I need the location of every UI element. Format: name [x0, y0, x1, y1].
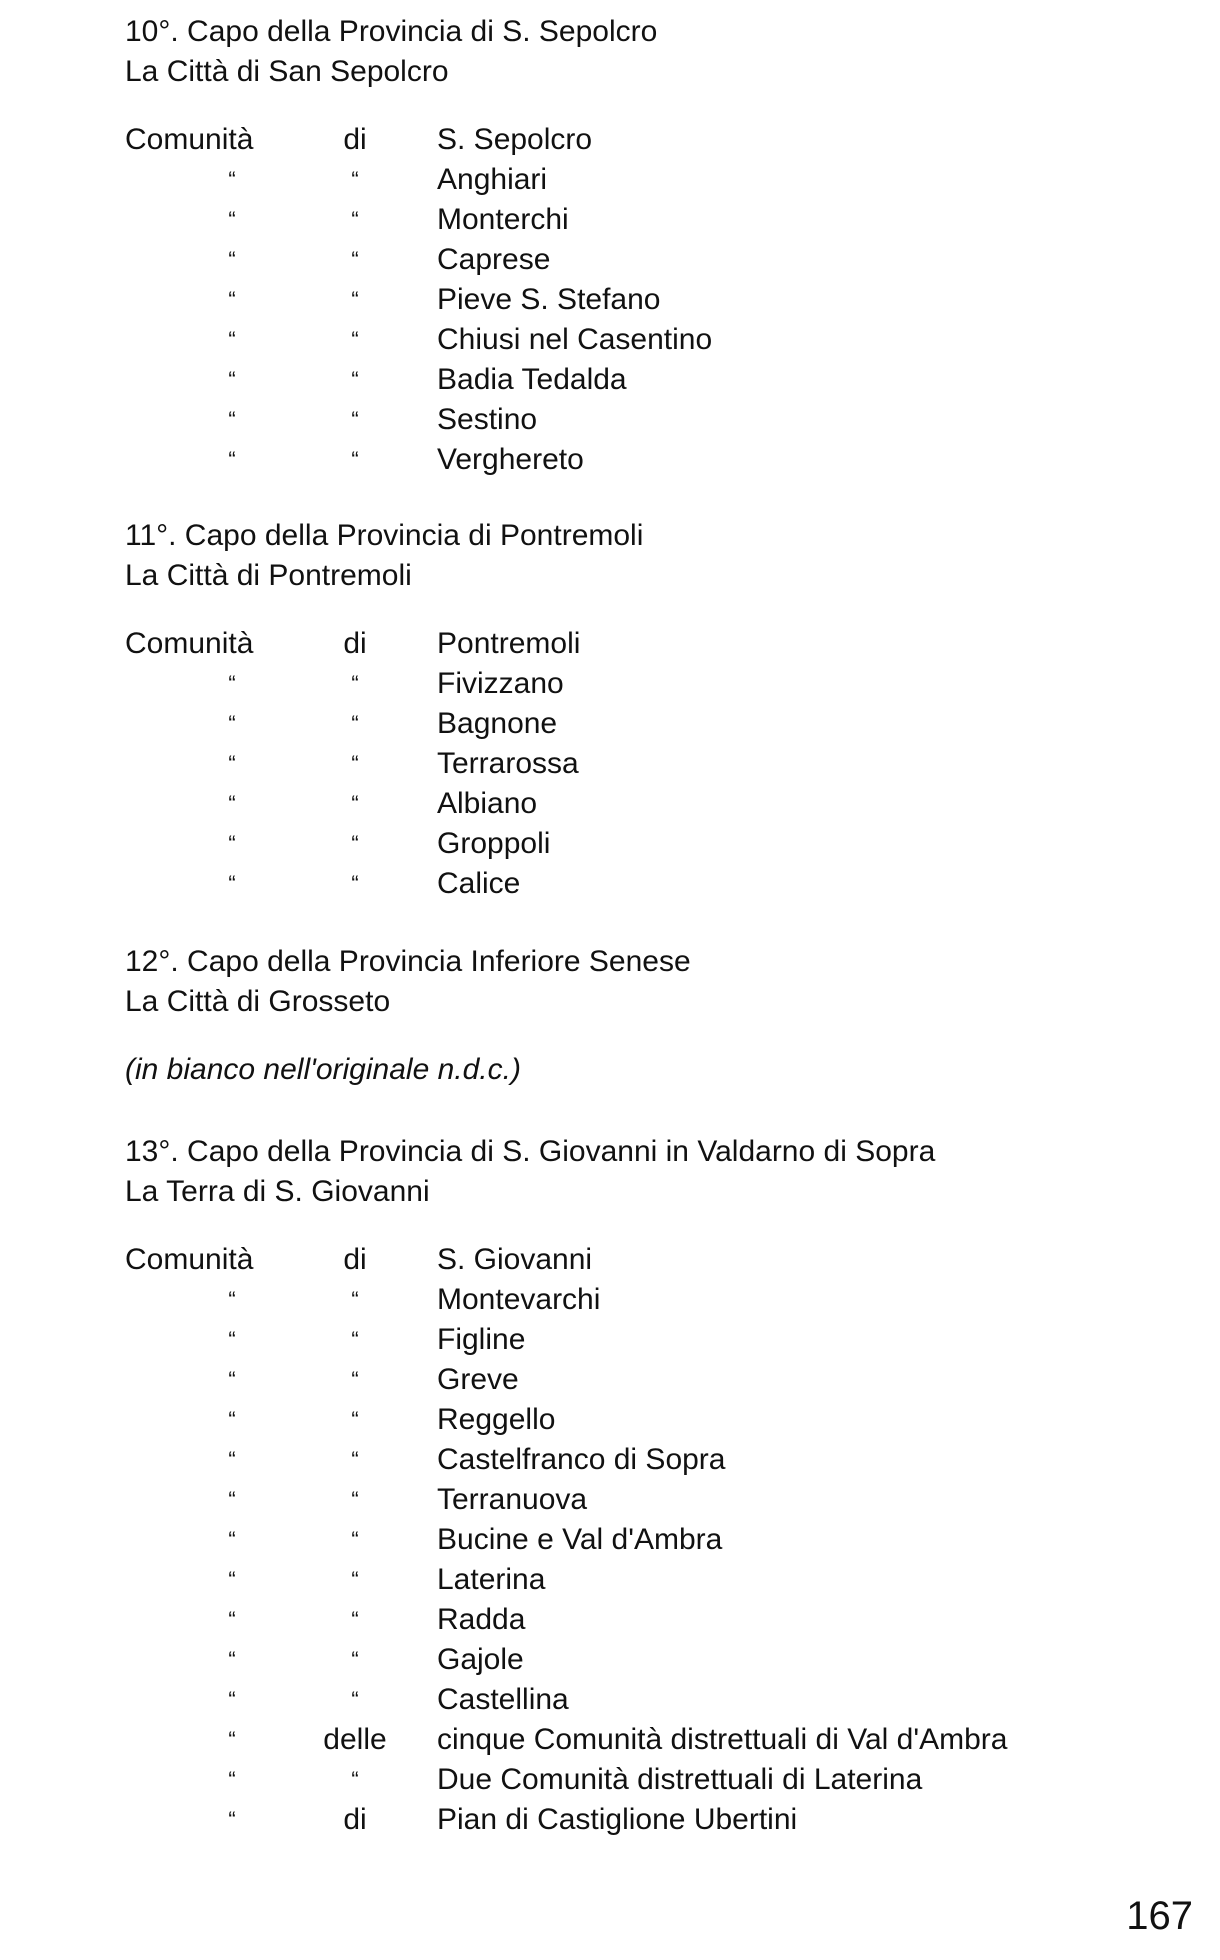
list-item — [125, 864, 1125, 904]
list-item — [125, 320, 1125, 360]
section-subtitle: La Città di San Sepolcro — [125, 55, 449, 88]
section-subtitle: La Città di Pontremoli — [125, 559, 412, 592]
ditto-mark: “ — [351, 207, 359, 232]
row-place: Bagnone — [437, 707, 558, 740]
ditto-mark: “ — [351, 751, 359, 776]
ditto-mark: “ — [351, 247, 359, 272]
list-item — [125, 784, 1125, 824]
ditto-mark: “ — [351, 367, 359, 392]
ditto-mark: “ — [228, 287, 236, 312]
row-place: Montevarchi — [437, 1283, 601, 1316]
row-preposition: di — [343, 1243, 367, 1276]
row-place: S. Sepolcro — [437, 123, 593, 156]
list-item — [125, 1760, 1125, 1800]
ditto-mark: “ — [228, 1607, 236, 1632]
ditto-mark: “ — [351, 407, 359, 432]
row-place: Albiano — [437, 787, 538, 820]
row-place: Laterina — [437, 1563, 546, 1596]
list-item — [125, 280, 1125, 320]
list-item — [125, 1640, 1125, 1680]
row-place: Sestino — [437, 403, 538, 436]
section-10 — [125, 12, 1125, 480]
ditto-mark: “ — [351, 831, 359, 856]
list-item — [125, 1720, 1125, 1760]
row-place: Terrarossa — [437, 747, 579, 780]
row-place: Pieve S. Stefano — [437, 283, 661, 316]
ditto-mark: “ — [228, 1727, 236, 1752]
ditto-mark: “ — [228, 327, 236, 352]
ditto-mark: “ — [228, 247, 236, 272]
row-place: Bucine e Val d'Ambra — [437, 1523, 723, 1556]
ditto-mark: “ — [228, 831, 236, 856]
ditto-mark: “ — [351, 871, 359, 896]
ditto-mark: “ — [228, 871, 236, 896]
row-place: Caprese — [437, 243, 551, 276]
row-place: Anghiari — [437, 163, 548, 196]
row-label: Comunità — [125, 1243, 254, 1276]
list-item — [125, 824, 1125, 864]
ditto-mark: “ — [228, 1287, 236, 1312]
row-place: Castellina — [437, 1683, 569, 1716]
list-item — [125, 624, 1125, 664]
ditto-mark: “ — [228, 1647, 236, 1672]
ditto-mark: “ — [351, 1367, 359, 1392]
row-place: S. Giovanni — [437, 1243, 593, 1276]
list-item — [125, 1360, 1125, 1400]
ditto-mark: “ — [228, 167, 236, 192]
ditto-mark: “ — [228, 1807, 236, 1832]
ditto-mark: “ — [351, 1607, 359, 1632]
ditto-mark: “ — [228, 367, 236, 392]
ditto-mark: “ — [351, 1447, 359, 1472]
row-place: Groppoli — [437, 827, 551, 860]
row-place: Monterchi — [437, 203, 569, 236]
row-place: Calice — [437, 867, 521, 900]
row-place: Gajole — [437, 1643, 524, 1676]
ditto-mark: “ — [351, 447, 359, 472]
section-12 — [125, 942, 1125, 1090]
row-place: Terranuova — [437, 1483, 588, 1516]
ditto-mark: “ — [228, 1527, 236, 1552]
ditto-mark: “ — [228, 207, 236, 232]
ditto-mark: “ — [228, 791, 236, 816]
list-item — [125, 1480, 1125, 1520]
list-item — [125, 1440, 1125, 1480]
section-title: 11°. Capo della Provincia di Pontremoli — [125, 519, 644, 552]
ditto-mark: “ — [351, 1487, 359, 1512]
row-place: Badia Tedalda — [437, 363, 627, 396]
ditto-mark: “ — [228, 751, 236, 776]
list-item — [125, 400, 1125, 440]
row-place: Castelfranco di Sopra — [437, 1443, 726, 1476]
list-item — [125, 1800, 1125, 1840]
ditto-mark: “ — [228, 1487, 236, 1512]
row-place: Due Comunità distrettuali di Laterina — [437, 1763, 923, 1796]
ditto-mark: “ — [351, 1567, 359, 1592]
list-item — [125, 1520, 1125, 1560]
ditto-mark: “ — [351, 1527, 359, 1552]
list-item — [125, 1400, 1125, 1440]
ditto-mark: “ — [228, 407, 236, 432]
ditto-mark: “ — [351, 791, 359, 816]
list-item — [125, 360, 1125, 400]
ditto-mark: “ — [351, 1647, 359, 1672]
list-item — [125, 1320, 1125, 1360]
list-item — [125, 1240, 1125, 1280]
ditto-mark: “ — [228, 1447, 236, 1472]
row-label: Comunità — [125, 627, 254, 660]
ditto-mark: “ — [351, 287, 359, 312]
ditto-mark: “ — [228, 1767, 236, 1792]
row-place: Verghereto — [437, 443, 584, 476]
row-preposition: di — [343, 1803, 367, 1836]
row-place: Pian di Castiglione Ubertini — [437, 1803, 798, 1836]
list-item — [125, 200, 1125, 240]
list-item — [125, 744, 1125, 784]
row-preposition: di — [343, 123, 367, 156]
ditto-mark: “ — [351, 1287, 359, 1312]
section-subtitle: La Terra di S. Giovanni — [125, 1175, 430, 1208]
list-item — [125, 120, 1125, 160]
list-item — [125, 704, 1125, 744]
section-13 — [125, 1132, 1125, 1840]
ditto-mark: “ — [351, 671, 359, 696]
list-item — [125, 240, 1125, 280]
section-title: 12°. Capo della Provincia Inferiore Senese — [125, 945, 691, 978]
ditto-mark: “ — [351, 327, 359, 352]
section-11 — [125, 516, 1125, 904]
ditto-mark: “ — [228, 1367, 236, 1392]
section-subtitle: La Città di Grosseto — [125, 985, 391, 1018]
list-item — [125, 1560, 1125, 1600]
list-item — [125, 440, 1125, 480]
row-place: Chiusi nel Casentino — [437, 323, 713, 356]
editorial-note: (in bianco nell'originale n.d.c.) — [125, 1053, 521, 1086]
communities-list — [125, 624, 1125, 904]
ditto-mark: “ — [228, 1327, 236, 1352]
communities-list — [125, 1240, 1125, 1840]
section-title: 10°. Capo della Provincia di S. Sepolcro — [125, 15, 658, 48]
list-item — [125, 1680, 1125, 1720]
page-number: 167 — [1126, 1894, 1193, 1938]
communities-list — [125, 120, 1125, 480]
row-place: Pontremoli — [437, 627, 581, 660]
list-item — [125, 1600, 1125, 1640]
ditto-mark: “ — [228, 711, 236, 736]
row-place: Radda — [437, 1603, 526, 1636]
ditto-mark: “ — [351, 711, 359, 736]
row-preposition: delle — [323, 1723, 387, 1756]
section-title: 13°. Capo della Provincia di S. Giovanni in Valdarno di Sopra — [125, 1135, 936, 1168]
row-place: Greve — [437, 1363, 519, 1396]
row-place: Reggello — [437, 1403, 556, 1436]
ditto-mark: “ — [228, 447, 236, 472]
ditto-mark: “ — [228, 1407, 236, 1432]
ditto-mark: “ — [228, 1567, 236, 1592]
row-preposition: di — [343, 627, 367, 660]
ditto-mark: “ — [351, 1767, 359, 1792]
ditto-mark: “ — [228, 671, 236, 696]
ditto-mark: “ — [228, 1687, 236, 1712]
ditto-mark: “ — [351, 1327, 359, 1352]
list-item — [125, 1280, 1125, 1320]
ditto-mark: “ — [351, 167, 359, 192]
row-place: cinque Comunità distrettuali di Val d'Ambra — [437, 1723, 1008, 1756]
row-place: Fivizzano — [437, 667, 564, 700]
list-item — [125, 664, 1125, 704]
ditto-mark: “ — [351, 1407, 359, 1432]
ditto-mark: “ — [351, 1687, 359, 1712]
row-label: Comunità — [125, 123, 254, 156]
list-item — [125, 160, 1125, 200]
row-place: Figline — [437, 1323, 526, 1356]
